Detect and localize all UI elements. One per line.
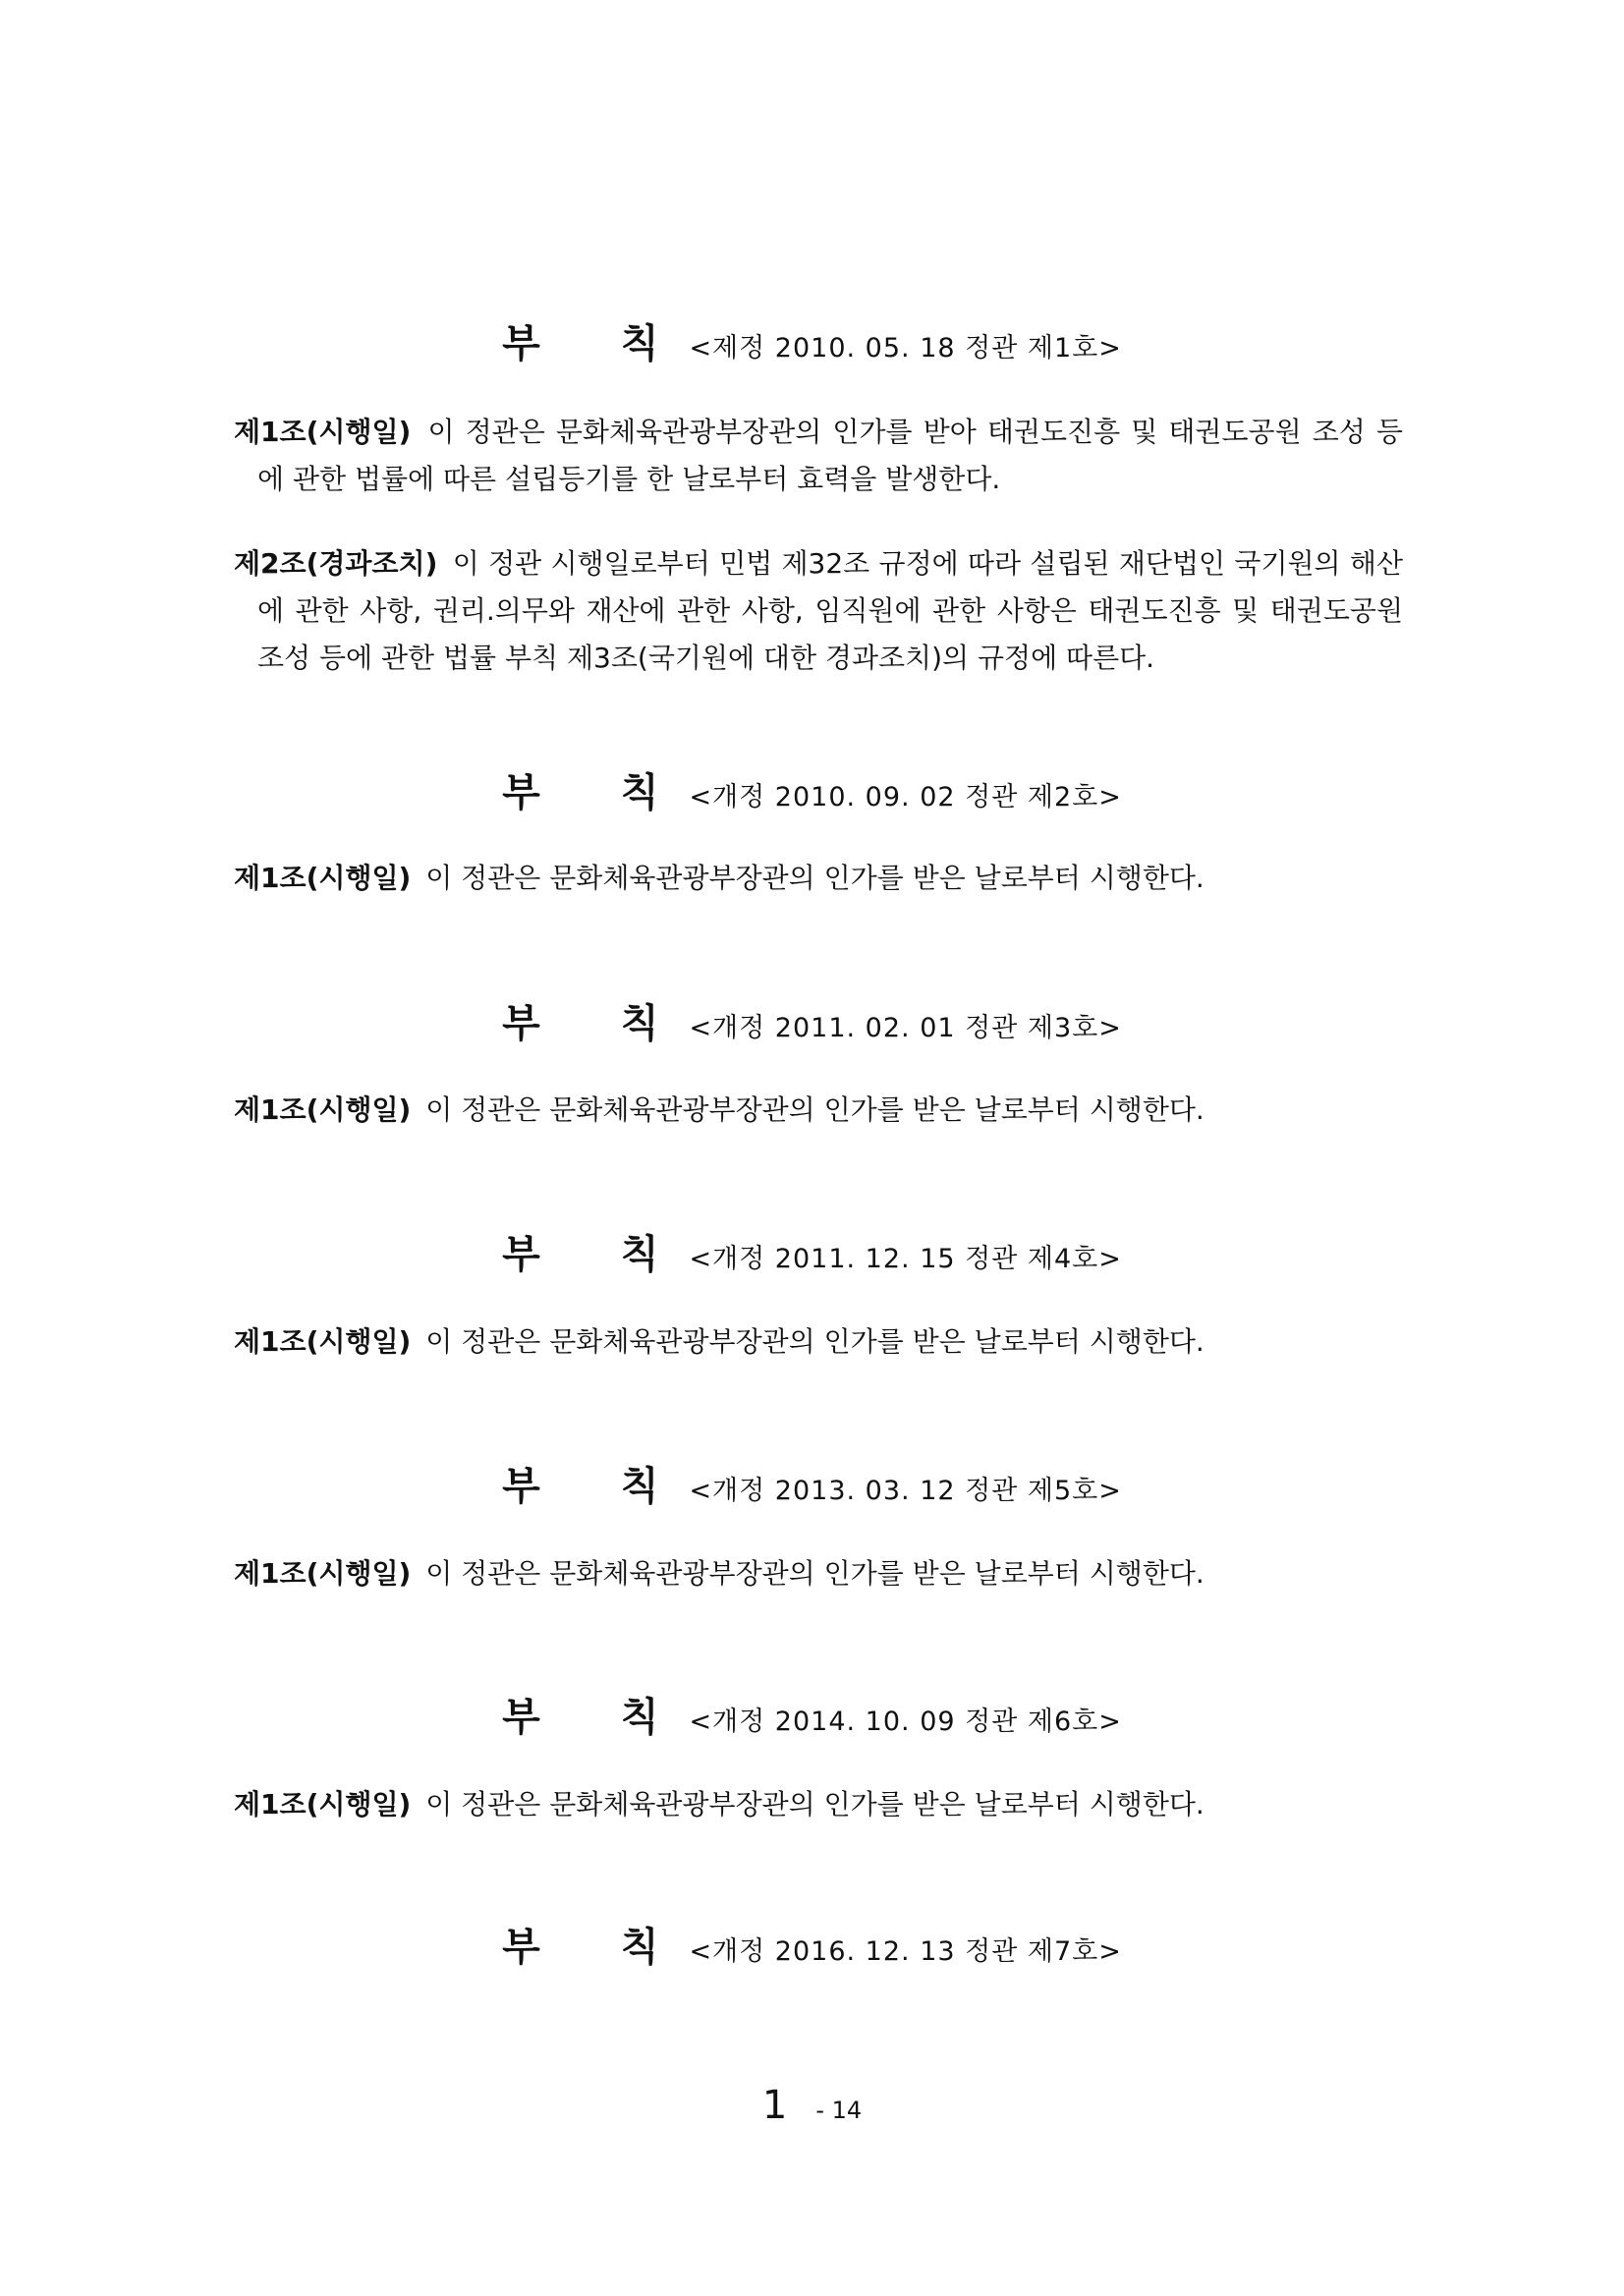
addenda-title: 부 칙 bbox=[502, 1695, 693, 1740]
addenda-heading bbox=[0, 312, 1624, 368]
article-text: 이 정관은 문화체육관광부장관의 인가를 받은 날로부터 시행한다. bbox=[425, 862, 1204, 894]
addenda-title: 부 칙 bbox=[502, 1232, 693, 1277]
page-number-value: - 14 bbox=[815, 2097, 863, 2124]
addenda-title: 부 칙 bbox=[502, 1001, 693, 1046]
article-enforcement-date bbox=[234, 1087, 1403, 1134]
article-enforcement-date bbox=[234, 855, 1403, 902]
article-enforcement-date bbox=[234, 1318, 1403, 1366]
article-enforcement-date bbox=[234, 1550, 1403, 1597]
addenda-amendment-note: <개정 2011. 12. 15 정관 제4호> bbox=[689, 1244, 1122, 1274]
addenda-title: 부 칙 bbox=[502, 770, 693, 815]
article-label: 제2조(경과조치) bbox=[234, 547, 438, 580]
article-label: 제1조(시행일) bbox=[234, 1093, 412, 1126]
article-text: 이 정관 시행일로부터 민법 제32조 규정에 따라 설립된 재단법인 국기원의 해산에 관한 사항, 권리.의무와 재산에 관한 사항, 임직원에 관한 사항은 태권도진흥 및 태권도공원 조성 등에 관한 법률 부칙 제3조(국기원에 대한 경과조치)의 규정에 따른다. bbox=[257, 547, 1404, 674]
addenda-amendment-note: <개정 2014. 10. 09 정관 제6호> bbox=[689, 1707, 1122, 1737]
article-label: 제1조(시행일) bbox=[234, 1788, 412, 1820]
addenda-title: 부 칙 bbox=[502, 321, 693, 366]
addenda-heading bbox=[0, 1455, 1624, 1511]
addenda-amendment-note: <개정 2013. 03. 12 정관 제5호> bbox=[689, 1476, 1122, 1506]
addenda-heading bbox=[0, 1916, 1624, 1972]
article-label: 제1조(시행일) bbox=[234, 1557, 412, 1590]
page-number bbox=[0, 2083, 1624, 2128]
addenda-heading bbox=[0, 1686, 1624, 1742]
article-text: 이 정관은 문화체육관광부장관의 인가를 받은 날로부터 시행한다. bbox=[425, 1557, 1204, 1590]
article-text: 이 정관은 문화체육관광부장관의 인가를 받은 날로부터 시행한다. bbox=[425, 1093, 1204, 1126]
article-transitional-measures bbox=[234, 540, 1403, 682]
addenda-title: 부 칙 bbox=[502, 1464, 693, 1509]
addenda-amendment-note: <개정 2010. 09. 02 정관 제2호> bbox=[689, 782, 1122, 812]
article-label: 제1조(시행일) bbox=[234, 1325, 412, 1358]
article-text: 이 정관은 문화체육관광부장관의 인가를 받아 태권도진흥 및 태권도공원 조성 등에 관한 법률에 따른 설립등기를 한 날로부터 효력을 발생한다. bbox=[257, 416, 1403, 495]
article-enforcement-date bbox=[234, 1781, 1403, 1828]
article-enforcement-date bbox=[234, 409, 1403, 503]
addenda-title: 부 칙 bbox=[502, 1925, 693, 1970]
addenda-amendment-note: <개정 2011. 02. 01 정관 제3호> bbox=[689, 1013, 1122, 1043]
article-label: 제1조(시행일) bbox=[234, 416, 412, 448]
addenda-heading bbox=[0, 992, 1624, 1048]
addenda-heading bbox=[0, 761, 1624, 817]
addenda-heading bbox=[0, 1223, 1624, 1279]
page-chapter-number: 1 bbox=[761, 2083, 788, 2128]
article-text: 이 정관은 문화체육관광부장관의 인가를 받은 날로부터 시행한다. bbox=[425, 1325, 1204, 1358]
article-label: 제1조(시행일) bbox=[234, 862, 412, 894]
addenda-amendment-note: <개정 2016. 12. 13 정관 제7호> bbox=[689, 1936, 1122, 1967]
addenda-enactment-note: <제정 2010. 05. 18 정관 제1호> bbox=[689, 333, 1122, 364]
article-text: 이 정관은 문화체육관광부장관의 인가를 받은 날로부터 시행한다. bbox=[425, 1788, 1204, 1820]
